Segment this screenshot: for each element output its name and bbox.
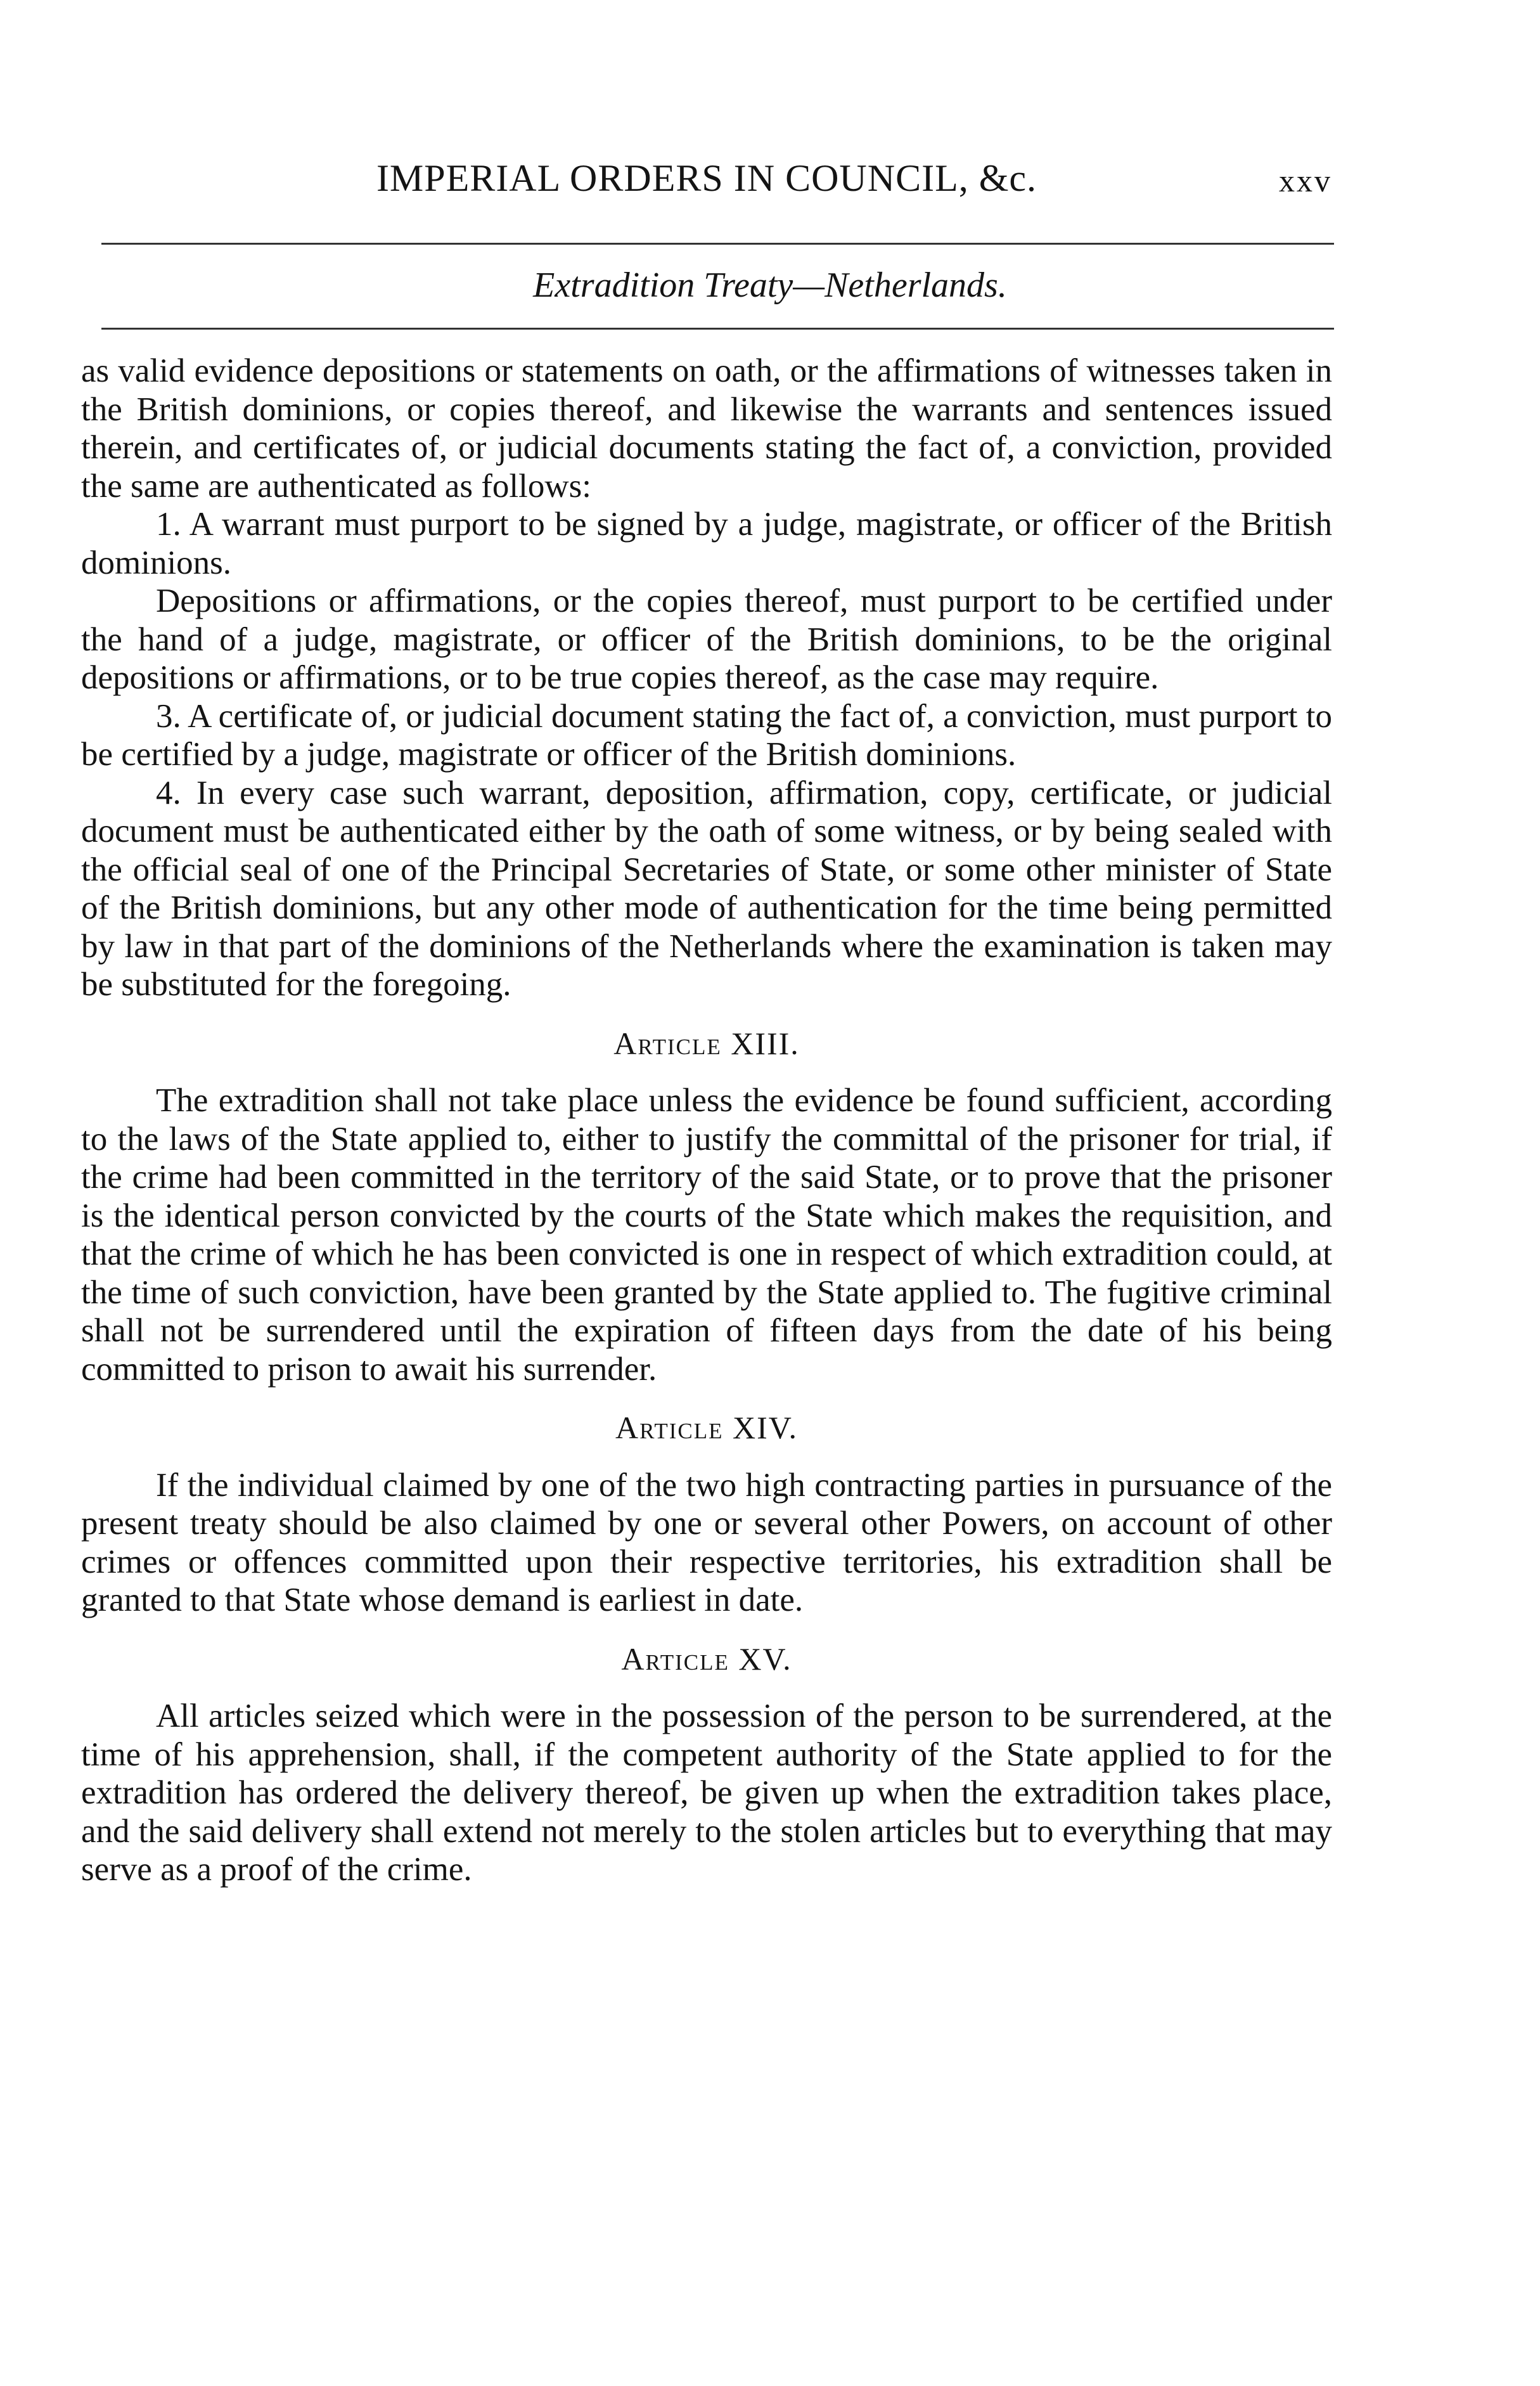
page-number: xxv — [1279, 163, 1332, 198]
section-title: Extradition Treaty—Netherlands. — [533, 266, 1007, 305]
paragraph-item-1: 1. A warrant must purport to be signed by a judge, magistrate, or officer of the British dominions. — [81, 506, 1332, 581]
paragraph-depositions: Depositions or affirmations, or the copies thereof, must purport to be certified under the hand of a judge, magistrate, or officer of the British dominions, to be the original depositions or affirmations, or to be true copies thereof, as the case may require. — [81, 583, 1332, 696]
top-rule — [101, 243, 1334, 245]
article-15-text: All articles seized which were in the possession of the person to be surrendered, at the time of his apprehension, shall, if the competent authority of the State applied to for the extradition has ordered the delivery thereof, be given up when the extradition takes place, and the said delivery shall extend not merely to the stolen articles but to everything that may serve as a proof of the crime. — [81, 1698, 1332, 1888]
article-14-text: If the individual claimed by one of the two high contracting parties in pursuance of the present treaty should be also claimed by one or several other Powers, on account of other crimes or offences committed upon their respective territories, his extradition shall be granted to that State whose demand is earliest in date. — [81, 1466, 1332, 1618]
section-rule — [101, 328, 1334, 330]
running-head — [81, 150, 1332, 207]
paragraph-item-4: 4. In every case such warrant, deposition, affirmation, copy, certificate, or judicial document must be authenticated either by the oath of some witness, or by being sealed with the official seal of one of the Principal Secretaries of State, or some other minister of State of the British dominions, but any other mode of authentication for the time being permitted by law in that part of the dominions of the Netherlands where the examination is taken may be substituted for the foregoing. — [81, 774, 1332, 1003]
body-text — [81, 352, 1332, 1889]
paragraph-intro: as valid evidence depositions or statements on oath, or the affirmations of witnesses taken in the British dominions, or copies thereof, and likewise the warrants and sentences issued therein, and certificates of, or judicial documents stating the fact of, a conviction, provided the same are authenticated as follows: — [81, 352, 1332, 505]
article-15-heading: Article XV. — [621, 1641, 792, 1677]
article-14-heading: Article XIV. — [615, 1410, 798, 1445]
article-13-heading: Article XIII. — [613, 1025, 800, 1061]
paragraph-item-3: 3. A certificate of, or judicial document stating the fact of, a conviction, must purport to be certified by a judge, magistrate or officer of the British dominions. — [81, 697, 1332, 773]
article-13-text: The extradition shall not take place unless the evidence be found sufficient, according to the laws of the State applied to, either to justify the committal of the prisoner for trial, if the crime had been committed in the territory of the said State, or to prove that the prisoner is the identical person convicted by the courts of the State which makes the requisition, and that the crime of which he has been convicted is one in respect of which extradition could, at the time of such conviction, have been granted by the State applied to. The fugitive criminal shall not be surrendered until the expiration of fifteen days from the date of his being committed to prison to await his surrender. — [81, 1082, 1332, 1388]
running-title: IMPERIAL ORDERS IN COUNCIL, &c. — [376, 157, 1037, 199]
